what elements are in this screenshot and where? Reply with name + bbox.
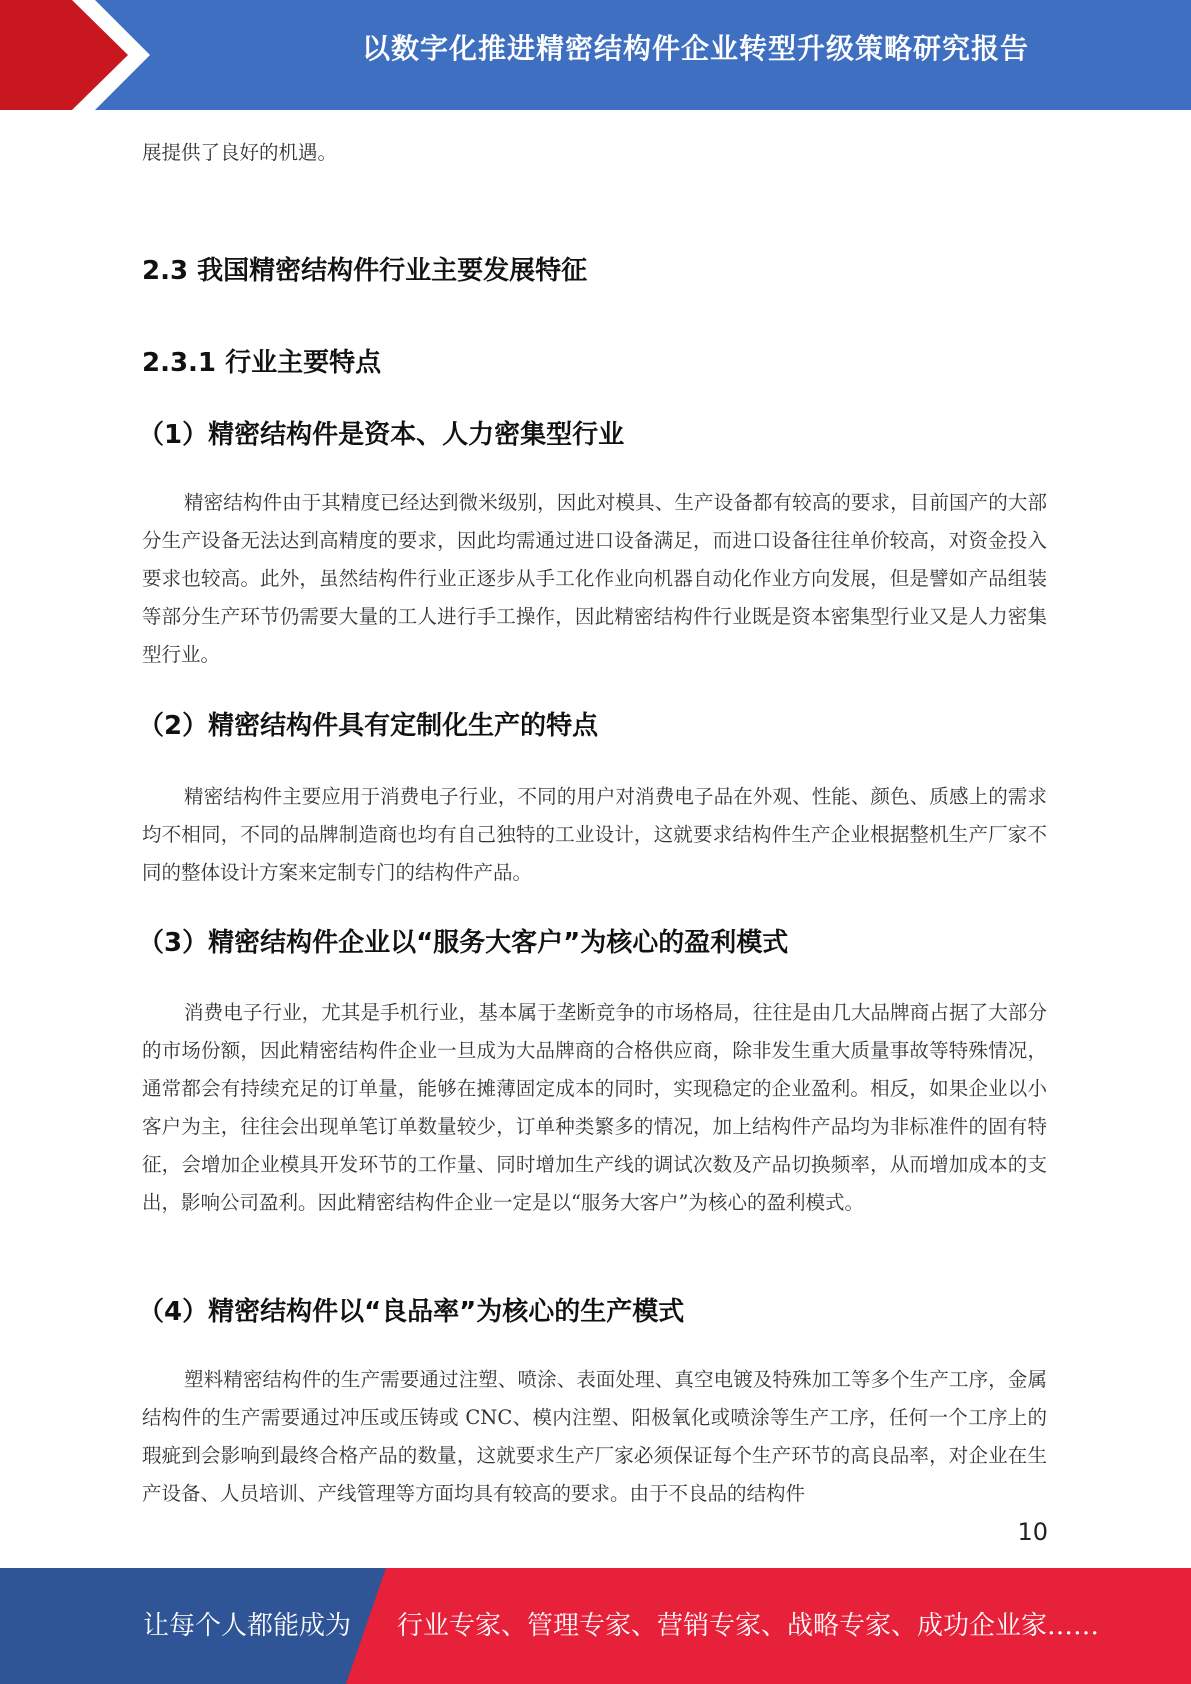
page-number: 10 xyxy=(1017,1518,1048,1546)
paragraph-continuation: 展提供了良好的机遇。 xyxy=(142,141,338,164)
footer-slogan-left: 让每个人都能成为 xyxy=(143,1611,352,1641)
item-heading-2: （2）精密结构件具有定制化生产的特点 xyxy=(138,711,599,741)
page-header xyxy=(0,0,1191,110)
section-heading-2-3: 2.3 我国精密结构件行业主要发展特征 xyxy=(142,256,588,286)
section-heading-2-3-1: 2.3.1 行业主要特点 xyxy=(142,348,382,378)
item-body-2: 精密结构件主要应用于消费电子行业，不同的用户对消费电子品在外观、性能、颜色、质感上的需求均不相同，不同的品牌制造商也均有自己独特的工业设计，这就要求结构件生产企业根据整机生产厂家不同的整体设计方案来定制专门的结构件产品。 xyxy=(142,785,1047,884)
header-red-arrow-decoration xyxy=(0,0,150,110)
item-heading-3: （3）精密结构件企业以“服务大客户”为核心的盈利模式 xyxy=(138,928,789,958)
report-title: 以数字化推进精密结构件企业转型升级策略研究报告 xyxy=(361,32,1029,65)
item-heading-4: （4）精密结构件以“良品率”为核心的生产模式 xyxy=(138,1297,685,1327)
item-body-4: 塑料精密结构件的生产需要通过注塑、喷涂、表面处理、真空电镀及特殊加工等多个生产工序，金属结构件的生产需要通过冲压或压铸或 CNC、模内注塑、阳极氧化或喷涂等生产工序，任何一个工序上的瑕疵到会影响到最终合格产品的数量，这就要求生产厂家必须保证每个生产环节的高良品率，对企业在生产设备、人员培训、产线管理等方面均具有较高的要求。由于不良品的结构件 xyxy=(142,1368,1047,1505)
page-footer xyxy=(0,1568,1191,1684)
footer-slogan-right: 行业专家、管理专家、营销专家、战略专家、成功企业家…… xyxy=(397,1611,1100,1641)
item-heading-1: （1）精密结构件是资本、人力密集型行业 xyxy=(138,420,625,450)
item-body-3: 消费电子行业，尤其是手机行业，基本属于垄断竞争的市场格局，往往是由几大品牌商占据了大部分的市场份额，因此精密结构件企业一旦成为大品牌商的合格供应商，除非发生重大质量事故等特殊情况，通常都会有持续充足的订单量，能够在摊薄固定成本的同时，实现稳定的企业盈利。相反，如果企业以小客户为主，往往会出现单笔订单数量较少，订单种类繁多的情况，加上结构件产品均为非标准件的固有特征，会增加企业模具开发环节的工作量、同时增加生产线的调试次数及产品切换频率，从而增加成本的支出，影响公司盈利。因此精密结构件企业一定是以“服务大客户”为核心的盈利模式。 xyxy=(142,1001,1047,1214)
item-body-1: 精密结构件由于其精度已经达到微米级别，因此对模具、生产设备都有较高的要求，目前国产的大部分生产设备无法达到高精度的要求，因此均需通过进口设备满足，而进口设备往往单价较高，对资金投入要求也较高。此外，虽然结构件行业正逐步从手工化作业向机器自动化作业方向发展，但是譬如产品组装等部分生产环节仍需要大量的工人进行手工操作，因此精密结构件行业既是资本密集型行业又是人力密集型行业。 xyxy=(142,491,1047,666)
